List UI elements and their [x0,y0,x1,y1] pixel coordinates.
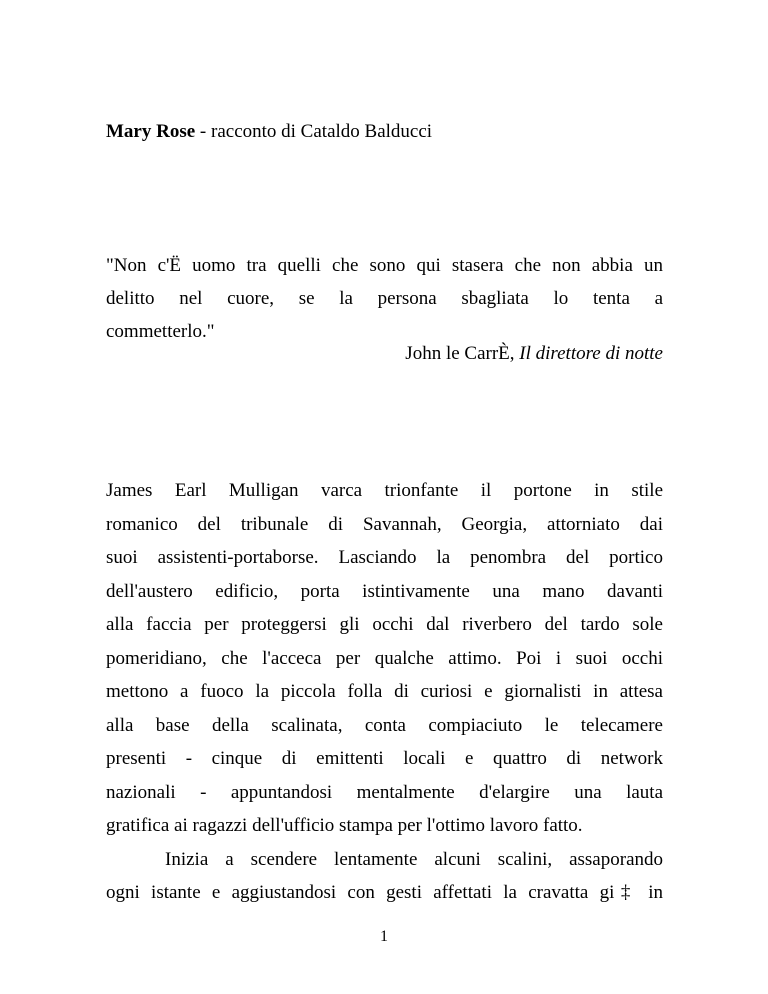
body-line: pomeridiano, che l'acceca per qualche attimo. Poi i suoi occhi [106,647,663,669]
body-line: mettono a fuoco la piccola folla di curiosi e giornalisti in attesa [106,681,663,702]
body-line: romanico del tribunale di Savannah, Georgia, attorniato dai [106,513,663,535]
story-title [106,120,432,144]
epigraph-author: John le CarrÈ, [405,343,520,364]
epigraph-quote [106,249,663,348]
body-line: nazionali - appuntandosi mentalmente d'elargire una lauta [106,781,663,803]
body-line: dell'austero edificio, porta istintivamente una mano davanti [106,580,663,602]
epigraph-line: commetterlo." [106,321,215,342]
body-line: alla faccia per proteggersi gli occhi dal riverbero del tardo sole [106,614,663,635]
epigraph-attribution [405,342,663,366]
story-byline: - racconto di Cataldo Balducci [195,121,433,142]
epigraph-line: delitto nel cuore, se la persona sbagliata lo tenta a [106,288,663,309]
body-line: gratifica ai ragazzi dell'ufficio stampa per l'ottimo lavoro fatto. [106,815,583,836]
story-body [106,474,663,910]
epigraph-line: "Non c'Ë uomo tra quelli che sono qui stasera che non abbia un [106,255,663,276]
page-number: 1 [380,928,388,945]
body-line: suoi assistenti-portaborse. Lasciando la penombra del portico [106,547,663,568]
epigraph-book-title: Il direttore di notte [519,343,663,364]
body-line: James Earl Mulligan varca trionfante il portone in stile [106,480,663,501]
body-line: presenti - cinque di emittenti locali e quattro di network [106,748,663,769]
story-title-bold: Mary Rose [106,121,196,142]
body-line: alla base della scalinata, conta compiaciuto le telecamere [106,714,663,736]
body-line: ogni istante e aggiustandosi con gesti affettati la cravatta gi‡ in [106,882,663,903]
body-line: Inizia a scendere lentamente alcuni scalini, assaporando [165,848,663,870]
